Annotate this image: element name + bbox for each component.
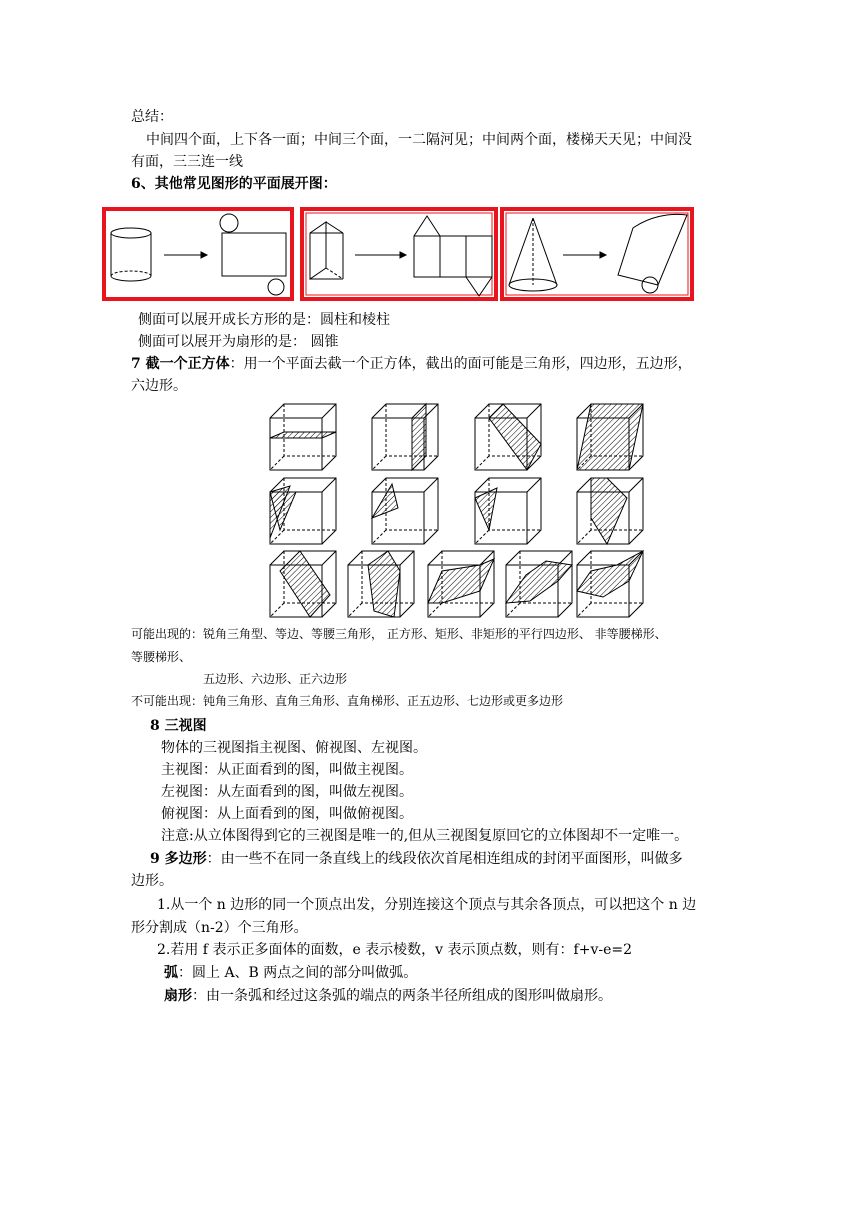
impossible-line: 不可能出现：钝角三角形、直角三角形、直角梯形、正五边形、七边形或更多边形 — [131, 694, 564, 708]
cylinder-figure — [111, 228, 151, 281]
note-rect-unfold: 侧面可以展开成长方形的是：圆柱和棱柱 — [138, 312, 390, 328]
section9-label: 9 多边形 — [150, 851, 207, 867]
section9-text: ：由一些不在同一条直线上的线段依次首尾相连组成的封闭平面图形，叫做多 — [206, 851, 683, 867]
cube-section-1 — [270, 404, 336, 470]
possible-line2: 等腰梯形、 — [131, 650, 192, 664]
section8-line3: 左视图：从左面看到的图，叫做左视图。 — [161, 784, 413, 800]
cube-section-7 — [475, 478, 541, 544]
cube-section-9 — [270, 551, 336, 617]
section9-line2: 边形。 — [131, 873, 173, 889]
cube-section-11 — [428, 551, 494, 617]
sector-text: ：由一条弧和经过这条弧的端点的两条半径所组成的图形叫做扇形。 — [192, 988, 612, 1004]
section9-item1-line1: 1.从一个 n 边形的同一个顶点出发，分别连接这个顶点与其余各顶点，可以把这个 n 边 — [157, 897, 697, 913]
unfolding-figures — [100, 205, 700, 305]
sector-label: 扇形 — [164, 988, 192, 1004]
cone-net — [618, 214, 687, 293]
prism-figure — [310, 222, 343, 279]
cube-section-2 — [372, 404, 438, 470]
cube-section-12 — [506, 551, 572, 617]
summary-line2: 有面，三三连一线 — [131, 154, 243, 170]
possible-line1: 可能出现的：锐角三角型、等边、等腰三角形， 正方形、矩形、非矩形的平行四边形、 非等腰梯形、 — [131, 627, 667, 641]
possible-line3: 五边形、六边形、正六边形 — [203, 672, 348, 686]
cylinder-net — [220, 214, 286, 295]
cube-sections-figure — [265, 398, 645, 618]
cube-section-8 — [577, 478, 643, 544]
prism-net — [414, 216, 492, 296]
cube-section-5 — [270, 478, 336, 544]
summary-heading: 总结： — [131, 109, 173, 125]
note-sector-unfold: 侧面可以展开为扇形的是： 圆锥 — [138, 334, 339, 350]
section8-line2: 主视图：从正面看到的图，叫做主视图。 — [161, 762, 413, 778]
section9-item2: 2.若用 f 表示正多面体的面数，e 表示棱数，v 表示顶点数，则有：f+v-e=2 — [157, 942, 633, 958]
cube-section-13 — [577, 551, 643, 617]
section7-text: ：用一个平面去截一个正方体，截出的面可能是三角形，四边形，五边形， — [229, 356, 692, 372]
section6-title: 6、其他常见图形的平面展开图： — [131, 176, 337, 192]
section8-line1: 物体的三视图指主视图、俯视图、左视图。 — [161, 740, 427, 756]
summary-line1: 中间四个面，上下各一面；中间三个面，一二隔河见；中间两个面，楼梯天天见；中间没 — [146, 132, 692, 148]
section7-label: 7 截一个正方体 — [131, 356, 230, 372]
section7-line1 — [131, 354, 692, 374]
cube-section-6 — [372, 478, 438, 544]
arc-definition — [164, 963, 417, 983]
section7-line2: 六边形。 — [131, 378, 187, 394]
section8-line5: 注意:从立体图得到它的三视图是唯一的,但从三视图复原回它的立体图却不一定唯一。 — [161, 828, 689, 844]
section8-line4: 俯视图：从上面看到的图，叫做俯视图。 — [161, 806, 413, 822]
section9-item1-line2: 形分割成（n-2）个三角形。 — [131, 920, 308, 936]
section9-line1 — [150, 849, 683, 869]
sector-definition — [164, 986, 612, 1006]
cube-section-10 — [348, 551, 414, 617]
section8-title: 8 三视图 — [150, 718, 207, 734]
cube-section-4 — [577, 404, 643, 470]
arc-label: 弧 — [164, 965, 178, 981]
cone-figure — [509, 218, 557, 291]
cube-section-3 — [475, 404, 541, 470]
arc-text: ：圆上 A、B 两点之间的部分叫做弧。 — [178, 965, 418, 981]
